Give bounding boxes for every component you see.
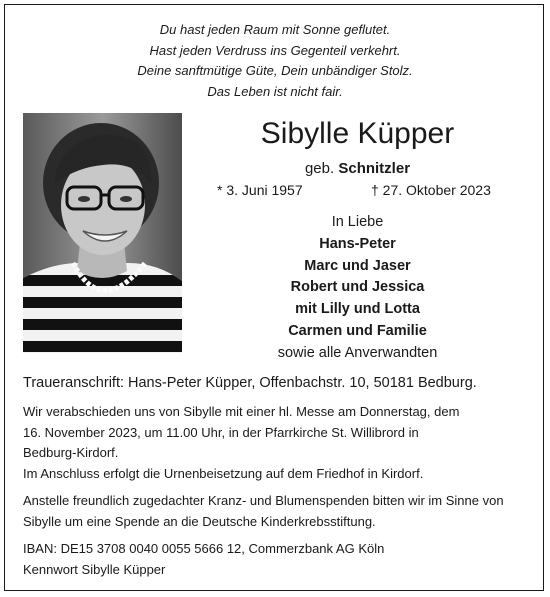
- donation-paragraph: [23, 491, 533, 532]
- born-prefix: geb.: [304, 160, 335, 177]
- birth-name: [190, 158, 525, 180]
- mourners-list: [190, 212, 525, 365]
- poem-line: Du hast jeden Raum mit Sonne geflutet.: [159, 22, 391, 37]
- poem-line: Das Leben ist nicht fair.: [207, 83, 343, 99]
- death-date: † 27. Oktober 2023: [371, 182, 491, 198]
- service-paragraph: [23, 402, 533, 484]
- bank-paragraph: [23, 539, 533, 580]
- bank-line: Kennwort Sibylle Küpper: [23, 561, 166, 577]
- poem: [0, 20, 550, 102]
- maiden-name: Schnitzler: [338, 160, 411, 177]
- mourner-name: Robert und Jessica: [290, 279, 425, 296]
- mourning-address: Traueranschrift: Hans-Peter Küpper, Offenbachstr. 10, 50181 Bedburg.: [23, 375, 477, 391]
- mourner-name: Marc und Jaser: [304, 257, 411, 274]
- mourners-intro: In Liebe: [331, 214, 384, 230]
- donation-line: Anstelle freundlich zugedachter Kranz- und Blumenspenden bitten wir im Sinne von: [23, 493, 504, 508]
- birth-date: * 3. Juni 1957: [217, 182, 303, 198]
- mourner-name: Carmen und Familie: [288, 322, 427, 339]
- service-line: Wir verabschieden uns von Sibylle mit einer hl. Messe am Donnerstag, dem: [23, 404, 460, 419]
- deceased-name: Sibylle Küpper: [260, 117, 455, 150]
- service-line: 16. November 2023, um 11.00 Uhr, in der Pfarrkirche St. Willibrord in: [23, 424, 419, 440]
- mourners-outro: sowie alle Anverwandten: [277, 344, 438, 361]
- donation-line: Sibylle um eine Spende an die Deutsche Kinderkrebsstiftung.: [23, 513, 376, 529]
- portrait-photo: [23, 113, 182, 353]
- service-line: Bedburg-Kirdorf.: [23, 445, 119, 460]
- mourner-name: mit Lilly und Lotta: [295, 301, 420, 318]
- service-line: Im Anschluss erfolgt die Urnenbeisetzung auf dem Friedhof in Kirdorf.: [23, 465, 424, 481]
- mourner-name: Hans-Peter: [319, 235, 396, 252]
- poem-line: Deine sanftmütige Güte, Dein unbändiger Stolz.: [137, 63, 413, 78]
- bank-line: IBAN: DE15 3708 0040 0055 5666 12, Commerzbank AG Köln: [23, 541, 385, 556]
- poem-line: Hast jeden Verdruss ins Gegenteil verkehrt.: [149, 42, 401, 58]
